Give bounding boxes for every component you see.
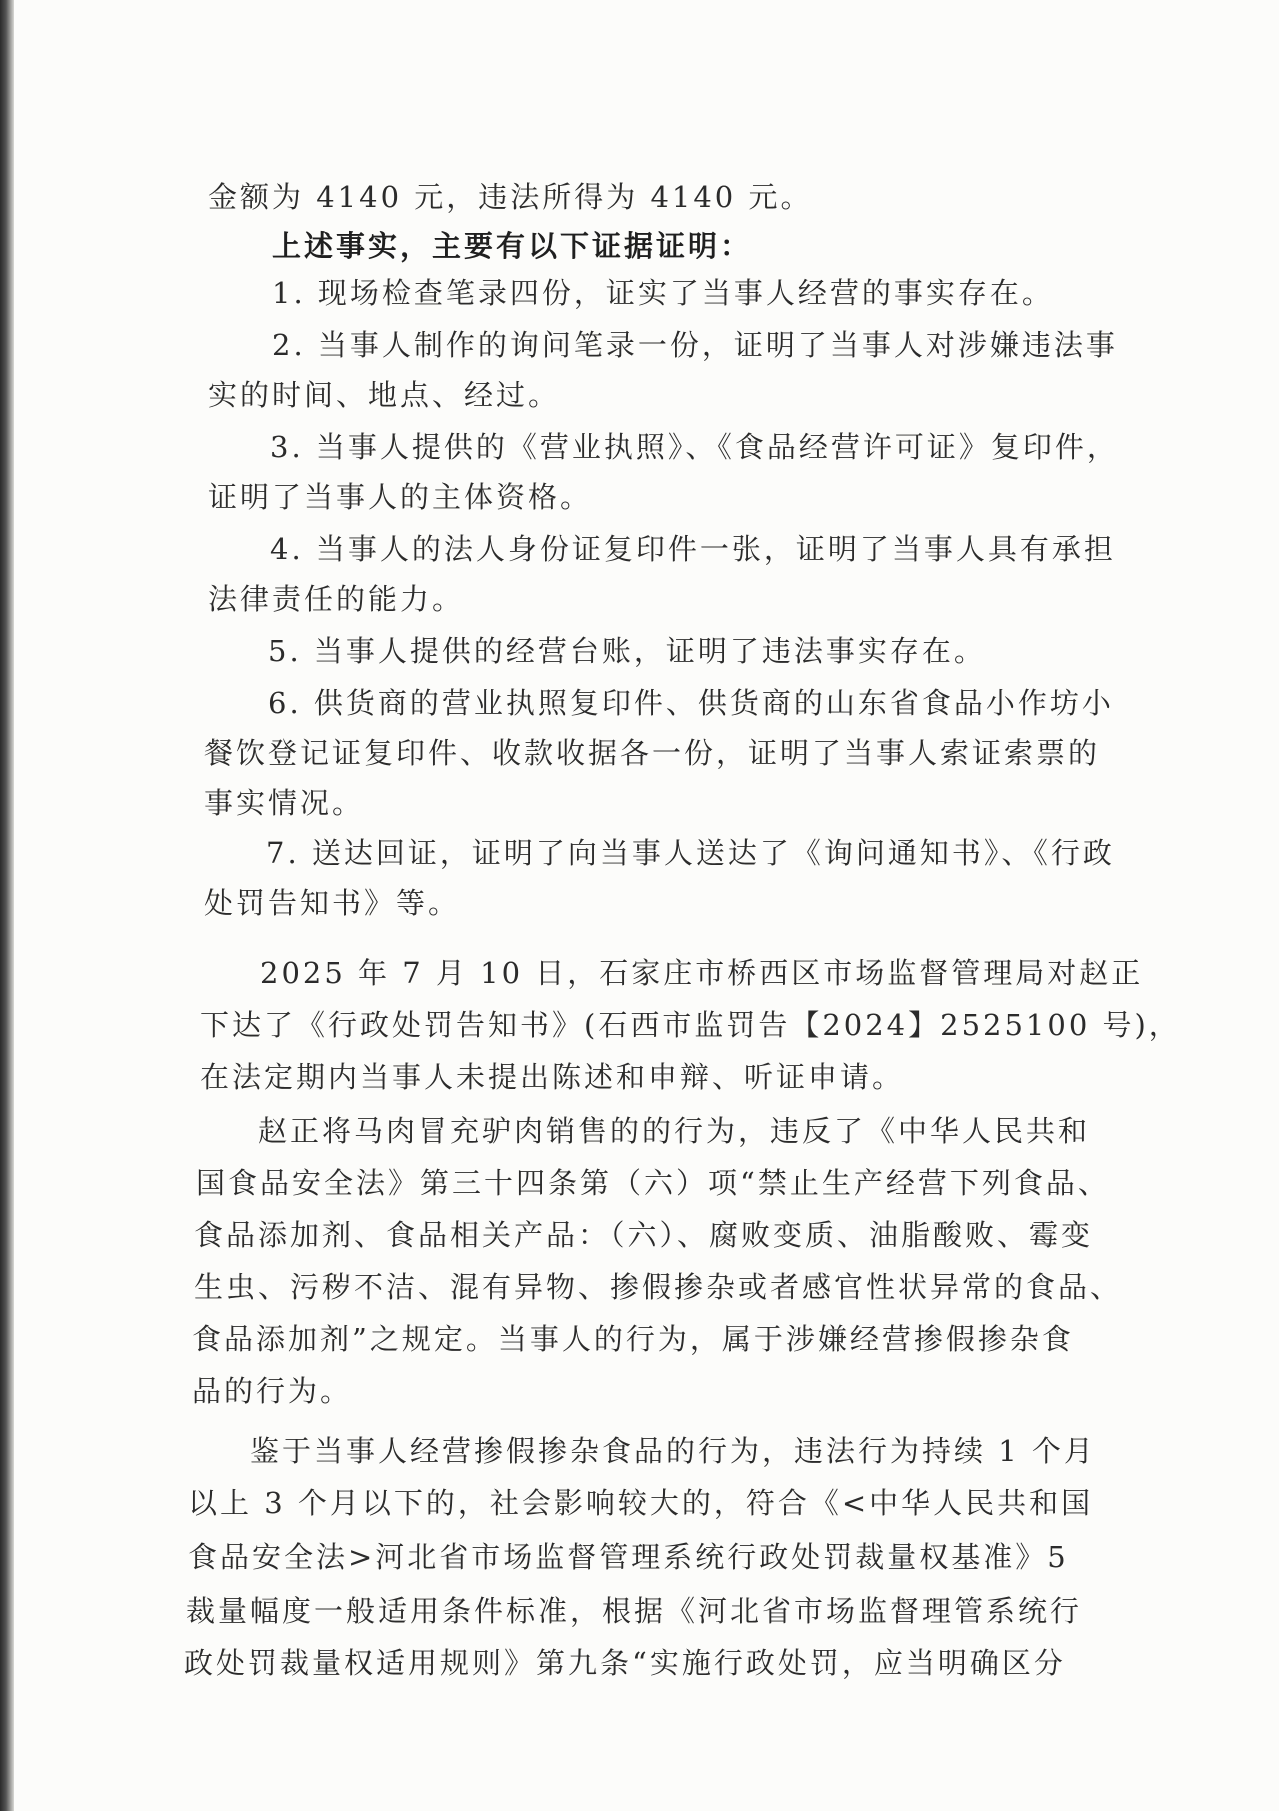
text-line: 2. 当事人制作的询问笔录一份，证明了当事人对涉嫌违法事 [272, 328, 1118, 362]
text-line: 食品添加剂”之规定。当事人的行为，属于涉嫌经营掺假掺杂食 [192, 1322, 1074, 1356]
text-line: 以上 3 个月以下的，社会影响较大的，符合《<中华人民共和国 [188, 1486, 1094, 1520]
text-line: 品的行为。 [192, 1374, 353, 1408]
text-line: 处罚告知书》等。 [204, 886, 461, 920]
text-line: 下达了《行政处罚告知书》(石西市监罚告【2024】2525100 号)， [200, 1008, 1181, 1042]
text-line: 政处罚裁量权适用规则》第九条“实施行政处罚，应当明确区分 [184, 1646, 1066, 1680]
text-line: 在法定期内当事人未提出陈述和申辩、听证申请。 [200, 1060, 905, 1094]
text-line: 国食品安全法》第三十四条第（六）项“禁止生产经营下列食品、 [196, 1166, 1110, 1200]
text-line: 6. 供货商的营业执照复印件、供货商的山东省食品小作坊小 [268, 686, 1114, 720]
text-line: 餐饮登记证复印件、收款收据各一份，证明了当事人索证索票的 [204, 736, 1101, 770]
text-line: 3. 当事人提供的《营业执照》、《食品经营许可证》复印件， [270, 430, 1119, 464]
text-line: 生虫、污秽不洁、混有异物、掺假掺杂或者感官性状异常的食品、 [194, 1270, 1123, 1304]
text-line: 1. 现场检查笔录四份，证实了当事人经营的事实存在。 [272, 276, 1054, 310]
text-line: 食品添加剂、食品相关产品：（六）、腐败变质、油脂酸败、霉变 [194, 1218, 1094, 1252]
text-line: 4. 当事人的法人身份证复印件一张，证明了当事人具有承担 [270, 532, 1116, 566]
text-line: 裁量幅度一般适用条件标准，根据《河北省市场监督理管系统行 [186, 1594, 1083, 1628]
text-line: 7. 送达回证，证明了向当事人送达了《询问通知书》、《行政 [266, 836, 1115, 870]
scan-left-edge-shadow [0, 0, 14, 1811]
text-line: 2025 年 7 月 10 日，石家庄市桥西区市场监督管理局对赵正 [260, 956, 1144, 990]
text-line: 证明了当事人的主体资格。 [208, 480, 593, 514]
document-page [14, 0, 1279, 1811]
text-line: 赵正将马肉冒充驴肉销售的的行为，违反了《中华人民共和 [258, 1114, 1091, 1148]
text-line: 5. 当事人提供的经营台账，证明了违法事实存在。 [268, 634, 986, 668]
evidence-heading: 上述事实，主要有以下证据证明： [272, 229, 753, 263]
text-line: 金额为 4140 元，违法所得为 4140 元。 [208, 180, 813, 214]
text-line: 法律责任的能力。 [208, 582, 465, 616]
text-line: 鉴于当事人经营掺假掺杂食品的行为，违法行为持续 1 个月 [250, 1434, 1096, 1468]
text-line: 事实情况。 [204, 786, 365, 820]
text-line: 实的时间、地点、经过。 [208, 378, 561, 412]
text-line: 食品安全法>河北省市场监督管理系统行政处罚裁量权基准》5 [188, 1540, 1069, 1574]
